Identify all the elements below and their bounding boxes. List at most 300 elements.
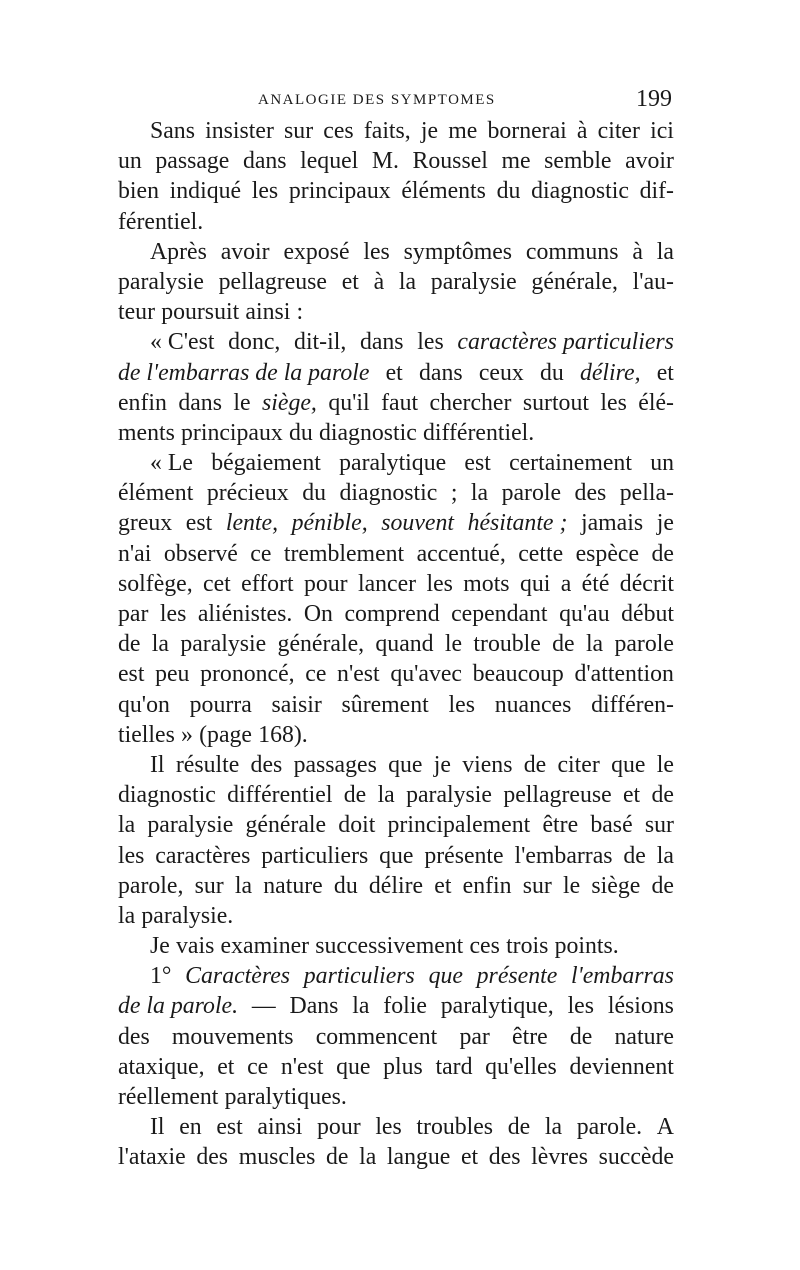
word: parole. — [576, 1114, 643, 1141]
text-line — [118, 901, 674, 931]
word: saisir — [271, 691, 322, 718]
word: à — [373, 268, 385, 295]
word: ici — [650, 118, 674, 144]
word: parole — [501, 480, 562, 507]
word: que — [336, 1053, 371, 1080]
text-line — [118, 991, 674, 1021]
word: tard — [435, 1053, 473, 1080]
text-line — [118, 267, 674, 297]
word: je — [656, 510, 674, 537]
word: résulte — [175, 751, 240, 778]
word: A — [656, 1114, 674, 1141]
word: sur — [194, 872, 224, 899]
text-line — [118, 871, 674, 901]
word: tielles — [118, 721, 175, 748]
word: vais — [176, 933, 215, 960]
word: sûrement — [341, 691, 429, 718]
word: de — [651, 782, 674, 809]
word: la — [470, 480, 489, 507]
word: et — [460, 1144, 479, 1171]
word: avoir — [625, 148, 674, 175]
word: tremblement — [283, 540, 405, 567]
word: des — [118, 1023, 150, 1050]
word: de — [118, 631, 141, 658]
word: est — [464, 450, 491, 477]
word: paralytique, — [440, 993, 554, 1020]
word: et — [385, 359, 403, 386]
text-line — [118, 961, 674, 991]
word: enfin — [118, 389, 167, 416]
word: les — [363, 238, 390, 265]
word: du — [333, 872, 358, 899]
word: basé — [590, 812, 633, 839]
word: n'ai — [118, 540, 152, 567]
word: et — [217, 1053, 235, 1080]
text-line — [118, 116, 674, 146]
text-line — [118, 841, 674, 871]
word: de — [326, 1144, 349, 1171]
word: dit-il, — [294, 329, 347, 356]
text-line — [118, 810, 674, 840]
word: la — [118, 902, 136, 929]
text-line — [118, 388, 674, 418]
word: aliénistes. — [197, 601, 293, 627]
word: pellagreuse — [503, 782, 612, 809]
running-header — [118, 86, 678, 114]
word: comprend — [344, 601, 440, 627]
word: délire — [368, 872, 424, 899]
word: la — [359, 1144, 377, 1171]
word: les — [600, 389, 627, 416]
word: cette — [518, 540, 564, 567]
word: principaux — [181, 419, 283, 446]
word: donc, — [228, 329, 281, 356]
word: paralytiques. — [224, 1084, 347, 1110]
word: n'est — [280, 1053, 324, 1080]
word: de la parole. — [118, 993, 239, 1020]
word: paralysie — [118, 268, 204, 295]
word: été — [581, 570, 610, 597]
word: surtout — [522, 389, 589, 416]
word: langue — [386, 1144, 451, 1171]
word: bien — [118, 178, 159, 205]
word: les — [426, 570, 453, 597]
word: de — [552, 631, 575, 658]
word: a — [560, 570, 572, 597]
word: M. — [371, 148, 399, 175]
word: être — [512, 1023, 548, 1050]
text-line — [118, 478, 674, 508]
word: élé- — [638, 389, 674, 416]
word: présente — [424, 842, 504, 869]
word: trois — [506, 933, 549, 960]
word: certainement — [509, 450, 632, 477]
word: les — [567, 993, 594, 1020]
word: et — [434, 872, 452, 899]
word: délire, — [579, 359, 641, 386]
word: de — [343, 782, 367, 809]
word: le — [233, 389, 251, 416]
word: que — [428, 963, 463, 990]
text-line — [118, 508, 674, 538]
word: souvent — [381, 510, 454, 537]
word: dif- — [639, 178, 674, 205]
word: nature — [614, 1023, 674, 1050]
word: ces — [323, 118, 354, 144]
word: Il — [150, 1114, 165, 1141]
word: me — [448, 118, 478, 144]
word: n'est — [337, 661, 380, 688]
word: paralysie. — [141, 902, 234, 929]
word: succède — [598, 1144, 674, 1171]
word: Sans — [150, 118, 195, 144]
text-line — [118, 539, 674, 569]
word: siège — [591, 872, 641, 899]
text-line — [118, 1112, 674, 1142]
word: les — [417, 329, 444, 356]
word: Caractères — [185, 963, 291, 990]
word: enfin — [462, 872, 512, 899]
word: je — [420, 118, 439, 144]
word: la — [352, 993, 370, 1020]
word: Dans — [289, 993, 339, 1020]
page-body-text — [118, 116, 674, 1173]
word: la — [656, 842, 674, 869]
word: ce — [247, 1053, 269, 1080]
word: On — [303, 601, 333, 627]
word: en — [179, 1114, 202, 1141]
word: des — [488, 1144, 521, 1171]
word: ceux — [478, 359, 524, 386]
word: (page — [199, 721, 252, 748]
word: paralysie — [406, 782, 492, 809]
word: quand — [375, 631, 434, 658]
word: deviennent — [569, 1053, 674, 1080]
word: principalement — [387, 812, 531, 839]
word: à — [632, 238, 643, 265]
word: 1° — [150, 963, 172, 990]
word: semble — [544, 148, 612, 175]
text-line — [118, 1022, 674, 1052]
word: viens — [462, 751, 513, 778]
word: lésions — [607, 993, 674, 1020]
text-line — [118, 1082, 674, 1112]
word: sur — [284, 118, 314, 144]
word: plus — [383, 1053, 423, 1080]
word: la — [234, 872, 253, 899]
word: et — [623, 782, 641, 809]
word: que — [379, 842, 414, 869]
word: solfège, — [118, 570, 193, 597]
word: mouvements — [171, 1023, 294, 1050]
word: examiner — [220, 933, 310, 960]
text-line — [118, 599, 674, 629]
word: sur — [644, 812, 674, 839]
word: pellagreuse — [218, 268, 327, 295]
word: sur — [522, 872, 552, 899]
word: symptômes — [403, 238, 513, 265]
word: passages — [293, 751, 377, 778]
word: troubles — [416, 1114, 494, 1141]
word: le — [656, 751, 674, 778]
word: de l'embarras de la parole — [118, 359, 370, 386]
word: début — [621, 601, 674, 627]
word: — — [251, 993, 276, 1020]
word: cependant — [451, 601, 548, 627]
word: de — [651, 540, 674, 567]
word: l'embarras — [514, 842, 613, 869]
word: Il — [150, 751, 165, 778]
word: différentiel — [227, 782, 333, 809]
word: ainsi — [245, 299, 291, 326]
word: diagnostic — [118, 782, 216, 809]
text-line — [118, 237, 674, 267]
text-line — [118, 750, 674, 780]
word: des — [574, 480, 607, 507]
word: les — [118, 842, 145, 869]
word: 168). — [258, 721, 308, 748]
word: avoir — [220, 238, 270, 265]
word: lancer — [357, 570, 417, 597]
word: être — [542, 812, 579, 839]
word: accentué, — [416, 540, 506, 567]
text-line — [118, 327, 674, 357]
word: dans — [419, 359, 463, 386]
word: doit — [338, 812, 376, 839]
word: ; — [450, 480, 458, 507]
word: que — [611, 751, 646, 778]
word: poursuit — [161, 299, 240, 326]
word: par — [459, 1023, 490, 1050]
word: lèvres — [531, 1144, 588, 1171]
word: chercher — [429, 389, 512, 416]
word: qu'au — [559, 601, 610, 627]
word: la — [656, 238, 674, 265]
word: les — [251, 178, 279, 205]
word: » — [181, 721, 193, 748]
word: bégaiement — [211, 450, 321, 477]
word: les — [159, 601, 187, 627]
word: prononcé, — [200, 661, 295, 688]
word: de — [651, 872, 674, 899]
text-line — [118, 176, 674, 206]
word: peu — [155, 661, 190, 688]
text-line — [118, 569, 674, 599]
word: générale, — [531, 268, 618, 295]
word: pella- — [619, 480, 674, 507]
word: insister — [205, 118, 274, 144]
word: qu'avec — [390, 661, 462, 688]
word: hésitante ; — [467, 510, 568, 537]
word: greux — [118, 510, 173, 537]
word: de — [523, 751, 547, 778]
word: je — [433, 751, 451, 778]
word: trouble — [473, 631, 541, 658]
word: les — [375, 1114, 402, 1141]
word: lente, — [225, 510, 279, 537]
word: observé — [163, 540, 238, 567]
word: espèce — [575, 540, 640, 567]
text-line — [118, 931, 674, 961]
word: muscles — [238, 1144, 316, 1171]
word: des — [250, 751, 283, 778]
word: ments — [118, 419, 175, 446]
word: éléments — [401, 178, 486, 205]
text-line — [118, 297, 674, 327]
word: exposé — [283, 238, 350, 265]
word: : — [296, 299, 304, 326]
word: nuances — [494, 691, 572, 718]
text-line — [118, 418, 674, 448]
word: les — [448, 691, 475, 718]
word: points. — [554, 933, 619, 960]
word: générale — [245, 812, 327, 839]
word: ce — [250, 540, 272, 567]
word: est — [118, 661, 145, 688]
word: l'ataxie — [118, 1144, 186, 1171]
word: indiqué — [169, 178, 242, 205]
word: citer — [557, 751, 600, 778]
text-line — [118, 659, 674, 689]
word: et — [656, 359, 674, 386]
word: l'au- — [632, 268, 674, 295]
text-line — [118, 448, 674, 478]
word: des — [196, 1144, 229, 1171]
word: « Le — [150, 450, 193, 477]
word: à — [576, 118, 588, 144]
word: précieux — [206, 480, 289, 507]
word: ces — [469, 933, 500, 960]
word: différentiel. — [422, 419, 535, 446]
word: la — [585, 631, 604, 658]
word: diagnostic — [318, 419, 417, 446]
word: dans — [242, 148, 287, 175]
word: pour — [303, 570, 348, 597]
word: paralysie — [430, 268, 517, 295]
word: de — [623, 842, 646, 869]
word: le — [563, 872, 581, 899]
word: Après — [150, 238, 207, 265]
text-line — [118, 146, 674, 176]
word: la — [151, 631, 169, 658]
word: bornerai — [487, 118, 567, 144]
word: du — [496, 178, 521, 205]
word: qu'elles — [485, 1053, 557, 1080]
word: présente — [476, 963, 558, 990]
word: la — [544, 1114, 563, 1141]
word: passage — [155, 148, 230, 175]
word: paralytique — [339, 450, 447, 477]
word: diagnostic — [531, 178, 629, 205]
word: communs — [525, 238, 619, 265]
word: de — [507, 1114, 531, 1141]
word: nature — [263, 872, 323, 899]
word: faut — [381, 389, 419, 416]
word: lequel — [300, 148, 359, 175]
word: est — [185, 510, 213, 537]
word: dans — [178, 389, 222, 416]
word: dans — [359, 329, 404, 356]
page-number: 199 — [636, 86, 672, 112]
text-line — [118, 690, 674, 720]
word: du — [539, 359, 564, 386]
word: paralysie — [180, 631, 267, 658]
text-line — [118, 720, 674, 750]
word: cet — [203, 570, 231, 597]
word: est — [216, 1114, 243, 1141]
word: jamais — [580, 510, 644, 537]
word: parole, — [118, 872, 184, 899]
word: « C'est — [150, 329, 215, 356]
word: la — [118, 812, 136, 839]
word: et — [341, 268, 359, 295]
word: citer — [597, 118, 640, 144]
word: mots — [463, 570, 510, 597]
text-line — [118, 358, 674, 388]
word: faits, — [363, 118, 411, 144]
word: folie — [383, 993, 427, 1020]
word: ataxique, — [118, 1053, 205, 1080]
word: ce — [305, 661, 327, 688]
word: d'attention — [574, 661, 674, 688]
word: diagnostic — [339, 480, 438, 507]
word: principaux — [288, 178, 391, 205]
word: la — [377, 782, 395, 809]
word: teur — [118, 299, 155, 326]
word: différen- — [591, 691, 674, 718]
text-line — [118, 1052, 674, 1082]
word: du — [288, 419, 313, 446]
word: générale, — [277, 631, 365, 658]
word: beaucoup — [472, 661, 564, 688]
word: réellement — [118, 1084, 219, 1110]
word: caractères particuliers — [457, 329, 674, 356]
word: le — [444, 631, 463, 658]
word: qu'il — [328, 389, 370, 416]
word: me — [501, 148, 531, 175]
word: commencent — [315, 1023, 438, 1050]
word: parole — [614, 631, 674, 658]
word: effort — [241, 570, 294, 597]
text-line — [118, 629, 674, 659]
text-line — [118, 780, 674, 810]
word: élément — [118, 480, 194, 507]
text-line — [118, 207, 674, 237]
word: ainsi — [257, 1114, 303, 1141]
word: férentiel. — [118, 208, 204, 235]
word: pour — [317, 1114, 361, 1141]
running-head-title: ANALOGIE DES SYMPTOMES — [258, 92, 496, 108]
word: caractères — [155, 842, 251, 869]
word: particuliers — [303, 963, 415, 990]
word: par — [118, 601, 149, 627]
word: du — [302, 480, 327, 507]
word: qui — [519, 570, 551, 597]
word: la — [398, 268, 417, 295]
word: paralysie — [147, 812, 234, 839]
word: pourra — [189, 691, 252, 718]
word: pénible, — [291, 510, 368, 537]
text-line — [118, 1142, 674, 1172]
word: particuliers — [261, 842, 369, 869]
word: qu'on — [118, 691, 170, 718]
word: un — [650, 450, 674, 477]
word: successivement — [315, 933, 464, 960]
word: décrit — [619, 570, 674, 597]
word: Roussel — [412, 148, 488, 175]
word: l'embarras — [571, 963, 674, 990]
word: un — [118, 148, 142, 175]
